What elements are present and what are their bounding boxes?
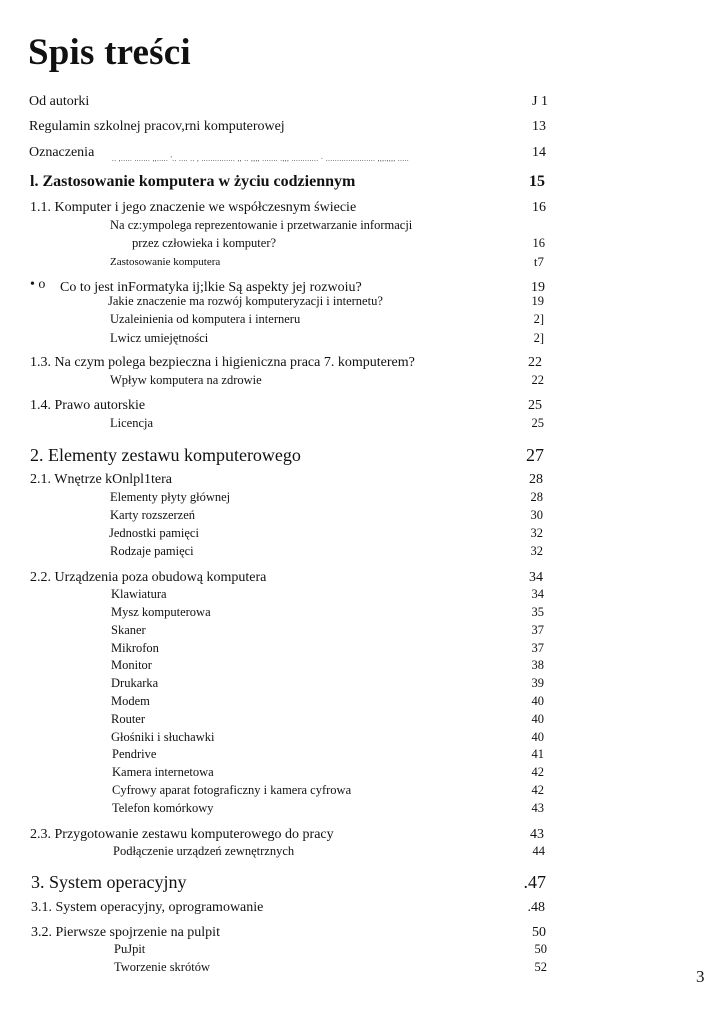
toc-label: l. Zastosowanie komputera w życiu codziennym xyxy=(30,173,356,190)
toc-dot-leader: .. ,..... ....... ,,..... '.. .... .. , ............... ,, .. ,,,, ....... .,,, ............ · ...................... ,,,.,,,, ..... xyxy=(112,155,410,163)
toc-label: Jednostki pamięci xyxy=(109,526,199,540)
toc-page-number: 2] xyxy=(533,312,544,326)
toc-label: Router xyxy=(111,712,146,726)
toc-label: 2. Elementy zestawu komputerowego xyxy=(30,445,301,465)
toc-label: Podłączenie urządzeń zewnętrznych xyxy=(113,844,295,858)
toc-label: Tworzenie skrótów xyxy=(114,960,210,974)
toc-label: przez człowieka i komputer? xyxy=(132,236,277,250)
toc-label: 2.3. Przygotowanie zestawu komputerowego do pracy xyxy=(30,827,334,842)
toc-label: PuJpit xyxy=(114,942,146,956)
toc-page-number: 13 xyxy=(532,119,546,134)
toc-page-number: t7 xyxy=(533,254,544,269)
toc-label: 3.1. System operacyjny, oprogramowanie xyxy=(31,900,264,915)
toc-label: Drukarka xyxy=(111,676,159,690)
toc-page-number: 35 xyxy=(531,605,544,619)
toc-page-number: 40 xyxy=(531,694,544,708)
toc-page-number: 15 xyxy=(529,173,545,190)
toc-label: 3. System operacyjny xyxy=(31,872,187,892)
toc-page-number: 22 xyxy=(528,355,542,370)
toc-page-number: 38 xyxy=(531,658,544,672)
toc-page-number: 25 xyxy=(531,416,544,430)
toc-label: Monitor xyxy=(111,658,152,672)
toc-label: 2.2. Urządzenia poza obudową komputera xyxy=(30,570,267,585)
toc-page-number: 28 xyxy=(530,490,543,504)
toc-page-number: 42 xyxy=(531,783,544,797)
toc-label: 2.1. Wnętrze kOnlpl1tera xyxy=(30,472,173,487)
toc-page-number: 28 xyxy=(529,472,543,487)
toc-label: Jakie znaczenie ma rozwój komputeryzacji i internetu? xyxy=(108,294,383,308)
toc-page-number: 27 xyxy=(526,445,544,465)
toc-label: Oznaczenia xyxy=(29,145,95,160)
toc-page-number: 50 xyxy=(534,942,547,956)
toc-label: Klawiatura xyxy=(111,587,167,601)
page-title: Spis treści xyxy=(28,32,191,73)
toc-label: 1.4. Prawo autorskie xyxy=(30,398,146,413)
toc-page-number: 32 xyxy=(530,544,543,558)
toc-label: 3.2. Pierwsze spojrzenie na pulpit xyxy=(31,925,220,940)
toc-page-number: 52 xyxy=(534,960,547,974)
toc-label: Regulamin szkolnej pracov,rni komputerowej xyxy=(29,119,285,134)
toc-label: Mikrofon xyxy=(111,641,159,655)
toc-page-number: 34 xyxy=(531,587,544,601)
toc-page-number: 43 xyxy=(530,827,544,842)
toc-label: Uzaleinienia od komputera i interneru xyxy=(110,312,301,326)
toc-label: Co to jest inFormatyka ij;lkie Są aspekty jej rozwoiu? xyxy=(60,280,362,295)
toc-label: Pendrive xyxy=(112,747,157,761)
toc-label: 1.3. Na czym polega bezpieczna i higieniczna praca 7. komputerem? xyxy=(30,355,415,370)
toc-page-number: 37 xyxy=(531,623,544,637)
toc-label: Wpływ komputera na zdrowie xyxy=(110,373,262,387)
toc-label: Mysz komputerowa xyxy=(111,605,211,619)
toc-label: 1.1. Komputer i jego znaczenie we współczesnym świecie xyxy=(30,200,357,215)
toc-page-number: 37 xyxy=(531,641,544,655)
toc-page-number: 30 xyxy=(530,508,543,522)
toc-label: Telefon komórkowy xyxy=(112,801,214,815)
toc-page-number: .48 xyxy=(527,900,545,915)
toc-page-number: 50 xyxy=(532,925,546,940)
toc-page-number: 22 xyxy=(531,373,544,387)
toc-page-number: 40 xyxy=(531,730,544,744)
toc-label: Rodzaje pamięci xyxy=(110,544,194,558)
toc-label: Lwicz umiejętności xyxy=(110,331,209,345)
toc-page-number: 16 xyxy=(532,200,546,215)
toc-label: Cyfrowy aparat fotograficzny i kamera cyfrowa xyxy=(112,783,352,797)
toc-label: Licencja xyxy=(110,416,154,430)
toc-page-number: 14 xyxy=(532,145,546,160)
toc-page-number: 34 xyxy=(529,570,543,585)
page-number: 3 xyxy=(696,967,705,986)
toc-label: Na cz:ympolega reprezentowanie i przetwarzanie informacji xyxy=(110,218,413,232)
toc-label: Karty rozszerzeń xyxy=(110,508,196,522)
toc-label: Kamera internetowa xyxy=(112,765,214,779)
toc-page-number: 19 xyxy=(531,280,545,295)
toc-label: Od autorki xyxy=(29,94,90,109)
toc-page-number: 39 xyxy=(531,676,544,690)
toc-page-number: 40 xyxy=(531,712,544,726)
toc-label: Głośniki i słuchawki xyxy=(111,730,215,744)
stray-bullet-mark: • o xyxy=(30,277,46,292)
toc-page-number: 42 xyxy=(531,765,544,779)
toc-page-number: 43 xyxy=(531,801,544,815)
toc-label: Elementy płyty głównej xyxy=(110,490,231,504)
toc-page-number: 44 xyxy=(532,844,545,858)
toc-page-number: 16 xyxy=(532,236,545,250)
toc-page-number: .47 xyxy=(523,872,546,892)
toc-page-number: 19 xyxy=(531,294,544,308)
toc-label: Skaner xyxy=(111,623,146,637)
toc-page-number: 2] xyxy=(533,331,544,345)
toc-page-number: 41 xyxy=(531,747,544,761)
toc-label: Modem xyxy=(111,694,150,708)
toc-page-number: J 1 xyxy=(532,94,548,109)
toc-page-number: 32 xyxy=(530,526,543,540)
toc-label: Zastosowanie komputera xyxy=(110,256,221,268)
toc-page-number: 25 xyxy=(528,398,542,413)
